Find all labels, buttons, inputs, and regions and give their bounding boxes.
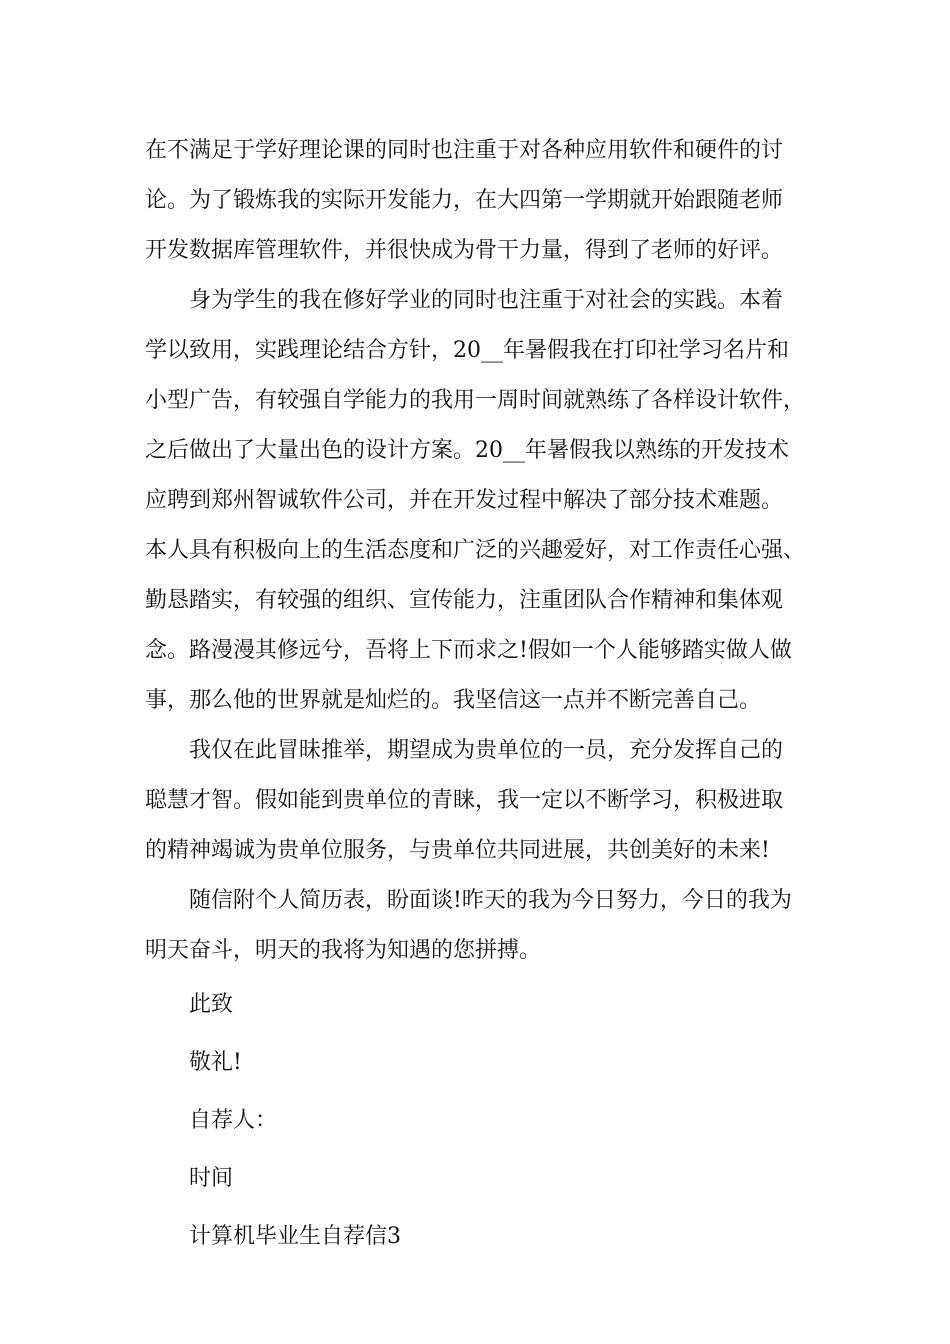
next-letter-title: 计算机毕业生自荐信3	[189, 1224, 401, 1249]
letter-body	[145, 126, 825, 1266]
text-line: 小型广告，有较强自学能力的我用一周时间就熟练了各样设计软件，	[145, 388, 806, 413]
text-line: 勤恳踏实，有较强的组织、宣传能力，注重团队合作精神和集体观	[145, 588, 784, 613]
paragraph-resume	[145, 876, 825, 976]
closing-salute: 敬礼!	[189, 1050, 242, 1075]
text-line: 开发数据库管理软件，并很快成为骨干力量，得到了老师的好评。	[145, 238, 784, 263]
closing-greeting: 此致	[189, 992, 234, 1017]
text-line: 念。路漫漫其修远兮，吾将上下而求之!假如一个人能够踏实做人做	[145, 638, 792, 663]
text-line: 事，那么他的世界就是灿烂的。我坚信这一点并不断完善自己。	[145, 688, 762, 713]
text-line: 随信附个人简历表，盼面谈!昨天的我为今日努力，今日的我为	[189, 888, 792, 913]
paragraph-recommendation	[145, 726, 825, 876]
paragraph-practice	[145, 276, 825, 726]
text-line: 的精神竭诚为贵单位服务，与贵单位共同进展，共创美好的未来!	[145, 838, 770, 863]
text-line: 聪慧才智。假如能到贵单位的青睐，我一定以不断学习，积极进取	[145, 788, 784, 813]
text-line: 明天奋斗，明天的我将为知遇的您拼搏。	[145, 938, 542, 963]
text-line: 论。为了锻炼我的实际开发能力，在大四第一学期就开始跟随老师	[145, 188, 784, 213]
text-line: 在不满足于学好理论课的同时也注重于对各种应用软件和硬件的讨	[145, 138, 784, 163]
text-line: 学以致用，实践理论结合方针，20__年暑假我在打印社学习名片和	[145, 338, 789, 363]
paragraph-study	[145, 126, 825, 276]
text-line: 身为学生的我在修好学业的同时也注重于对社会的实践。本着	[189, 288, 784, 313]
text-line: 我仅在此冒昧推举，期望成为贵单位的一员，充分发挥自己的	[189, 738, 784, 763]
text-line: 之后做出了大量出色的设计方案。20__年暑假我以熟练的开发技术	[145, 438, 789, 463]
text-line: 本人具有积极向上的生活态度和广泛的兴趣爱好，对工作责任心强、	[145, 538, 806, 563]
signer-label: 自荐人：	[189, 1108, 278, 1133]
text-line: 应聘到郑州智诚软件公司，并在开发过程中解决了部分技术难题。	[145, 488, 784, 513]
date-label: 时间	[189, 1166, 234, 1191]
